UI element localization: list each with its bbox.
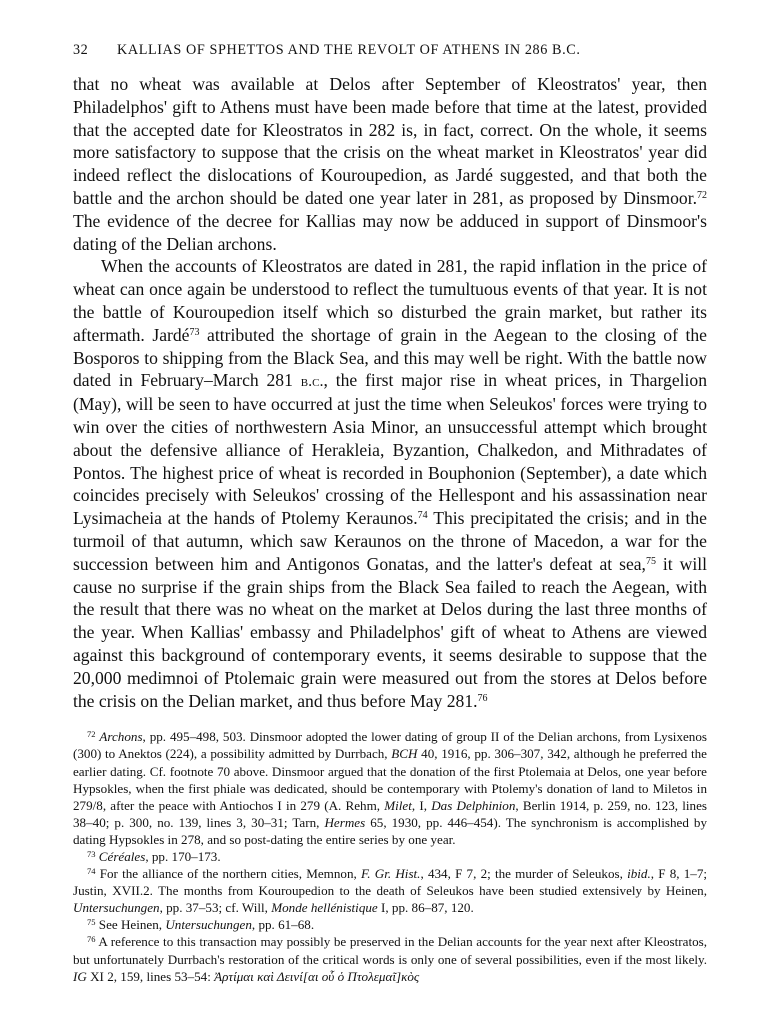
footnote-72: $^{72}$ Archons, pp. 495–498, 503. Dinsmoor adopted the lower dating of group II of the Delian archons, from Lysixenos (300) to Anektos (224), a possibility admitted by Durrbach, BCH 40, 1916, pp. 306–307, 342, although he preferred the earlier dating. Cf. footnote 70 above. Dinsmoor argued that the donation of the first Ptolemaia at Delos, one year before Hypsokles, when the first phiale was dedicated, should be contemporary with Ptolemy's donation of land to Miletos in 279/8, after the peace with Antiochos I in 279 (A. Rehm, Milet, I, Das Delphinion, Berlin 1914, p. 259, no. 123, lines 38–40; p. 300, no. 139, lines 3, 30–31; Tarn, Hermes 65, 1930, pp. 446–454). The synchronism is accomplished by dating Hypsokles in 278, and so post-dating the entire series by one year. <box>73 729 707 847</box>
footnote-ref-73[interactable]: 73 <box>189 326 200 338</box>
paragraph-1: that no wheat was available at Delos after September of Kleostratos' year, then Philadelphos' gift to Athens must have been made before that time at the latest, provided that the accepted date for Kleostratos in 282 is, in fact, correct. On the whole, it seems more satisfactory to suppose that the crisis on the wheat market in Kleostratos' year did indeed reflect the dislocations of Kouroupedion, as Jardé suggested, and that both the battle and the archon should be dated one year later in 281, as proposed by Dinsmoor.$^{72}$ The evidence of the decree for Kallias may now be adduced in support of Dinsmoor's dating of the Delian archons. <box>73 74 707 254</box>
footnote-76: $^{76}$ A reference to this transaction may possibly be preserved in the Delian accounts for the year next after Kleostratos, but unfortunately Durrbach's restoration of the critical words is only one of several possibilities, even if the most likely. IG XI 2, 159, lines 53–54: Ἀρτίμαι καὶ Δεινί[αι οὗ ὁ Πτολεμαῖ]κὸς <box>73 934 707 984</box>
running-title: KALLIAS OF SPHETTOS AND THE REVOLT OF ATHENS IN 286 B.C. <box>117 42 581 58</box>
greek-quotation: Ἀρτίμαι καὶ Δεινί[αι οὗ ὁ Πτολεμαῖ]κὸς <box>214 968 420 984</box>
footnotes <box>73 728 707 984</box>
footnote-75: $^{75}$ See Heinen, Untersuchungen, pp. 61–68. <box>87 917 315 933</box>
page-number: 32 <box>73 42 89 58</box>
footnote-73: $^{73}$ Céréales, pp. 170–173. <box>87 848 221 864</box>
footnote-ref-72[interactable]: 72 <box>697 189 707 201</box>
footnote-ref-75[interactable]: 75 <box>645 555 656 567</box>
era-abbreviation: b.c. <box>300 372 324 391</box>
running-head <box>73 42 707 59</box>
footnote-74: $^{74}$ For the alliance of the northern cities, Memnon, F. Gr. Hist., 434, F 7, 2; the murder of Seleukos, ibid., F 8, 1–7; Justin, XVII.2. The months from Kouroupedion to the death of Seleukos have been studied extensively by Heinen, Untersuchungen, pp. 37–53; cf. Will, Monde hellénistique I, pp. 86–87, 120. <box>73 866 708 916</box>
body-text <box>73 73 707 712</box>
paragraph-2: When the accounts of Kleostratos are dated in 281, the rapid inflation in the price of wheat can once again be understood to reflect the tumultuous events of that year. It is not the battle of Kouroupedion itself which so disturbed the grain market, but rather its aftermath. Jardé$^{73}$ attributed the shortage of grain in the Aegean to the closing of the Bosporos to shipping from the Black Sea, and this may well be right. With the battle now dated in February–March 281 b.c., the first major rise in wheat prices, in Thargelion (May), will be seen to have occurred at just the time when Seleukos' forces were trying to win over the cities of northwestern Asia Minor, an unsuccessful attempt which brought about the defensive alliance of Herakleia, Byzantion, Chalkedon, and Mithradates of Pontos. The highest price of wheat is recorded in Bouphonion (September), a date which coincides precisely with Seleukos' crossing of the Hellespont and his assassination near Lysimacheia at the hands of Ptolemy Keraunos.$^{74}$ This precipitated the crisis; and in the turmoil of that autumn, which saw Keraunos on the throne of Macedon, a war for the succession between him and Antigonos Gonatas, and the latter's defeat at sea,$^{75}$ it will cause no surprise if the grain ships from the Black Sea failed to reach the Aegean, with the result that there was no wheat on the market at Delos during the last three months of the year. When Kallias' embassy and Philadelphos' gift of wheat to Athens are viewed against this background of contemporary events, it seems desirable to suppose that the 20,000 medimnoi of Ptolemaic grain were measured out from the stores at Delos before the crisis on the Delian market, and thus before May 281.76 <box>73 256 707 711</box>
page <box>73 42 707 985</box>
footnote-ref-74[interactable]: 74 <box>417 510 428 522</box>
footnote-ref-76[interactable]: 76 <box>477 692 488 704</box>
